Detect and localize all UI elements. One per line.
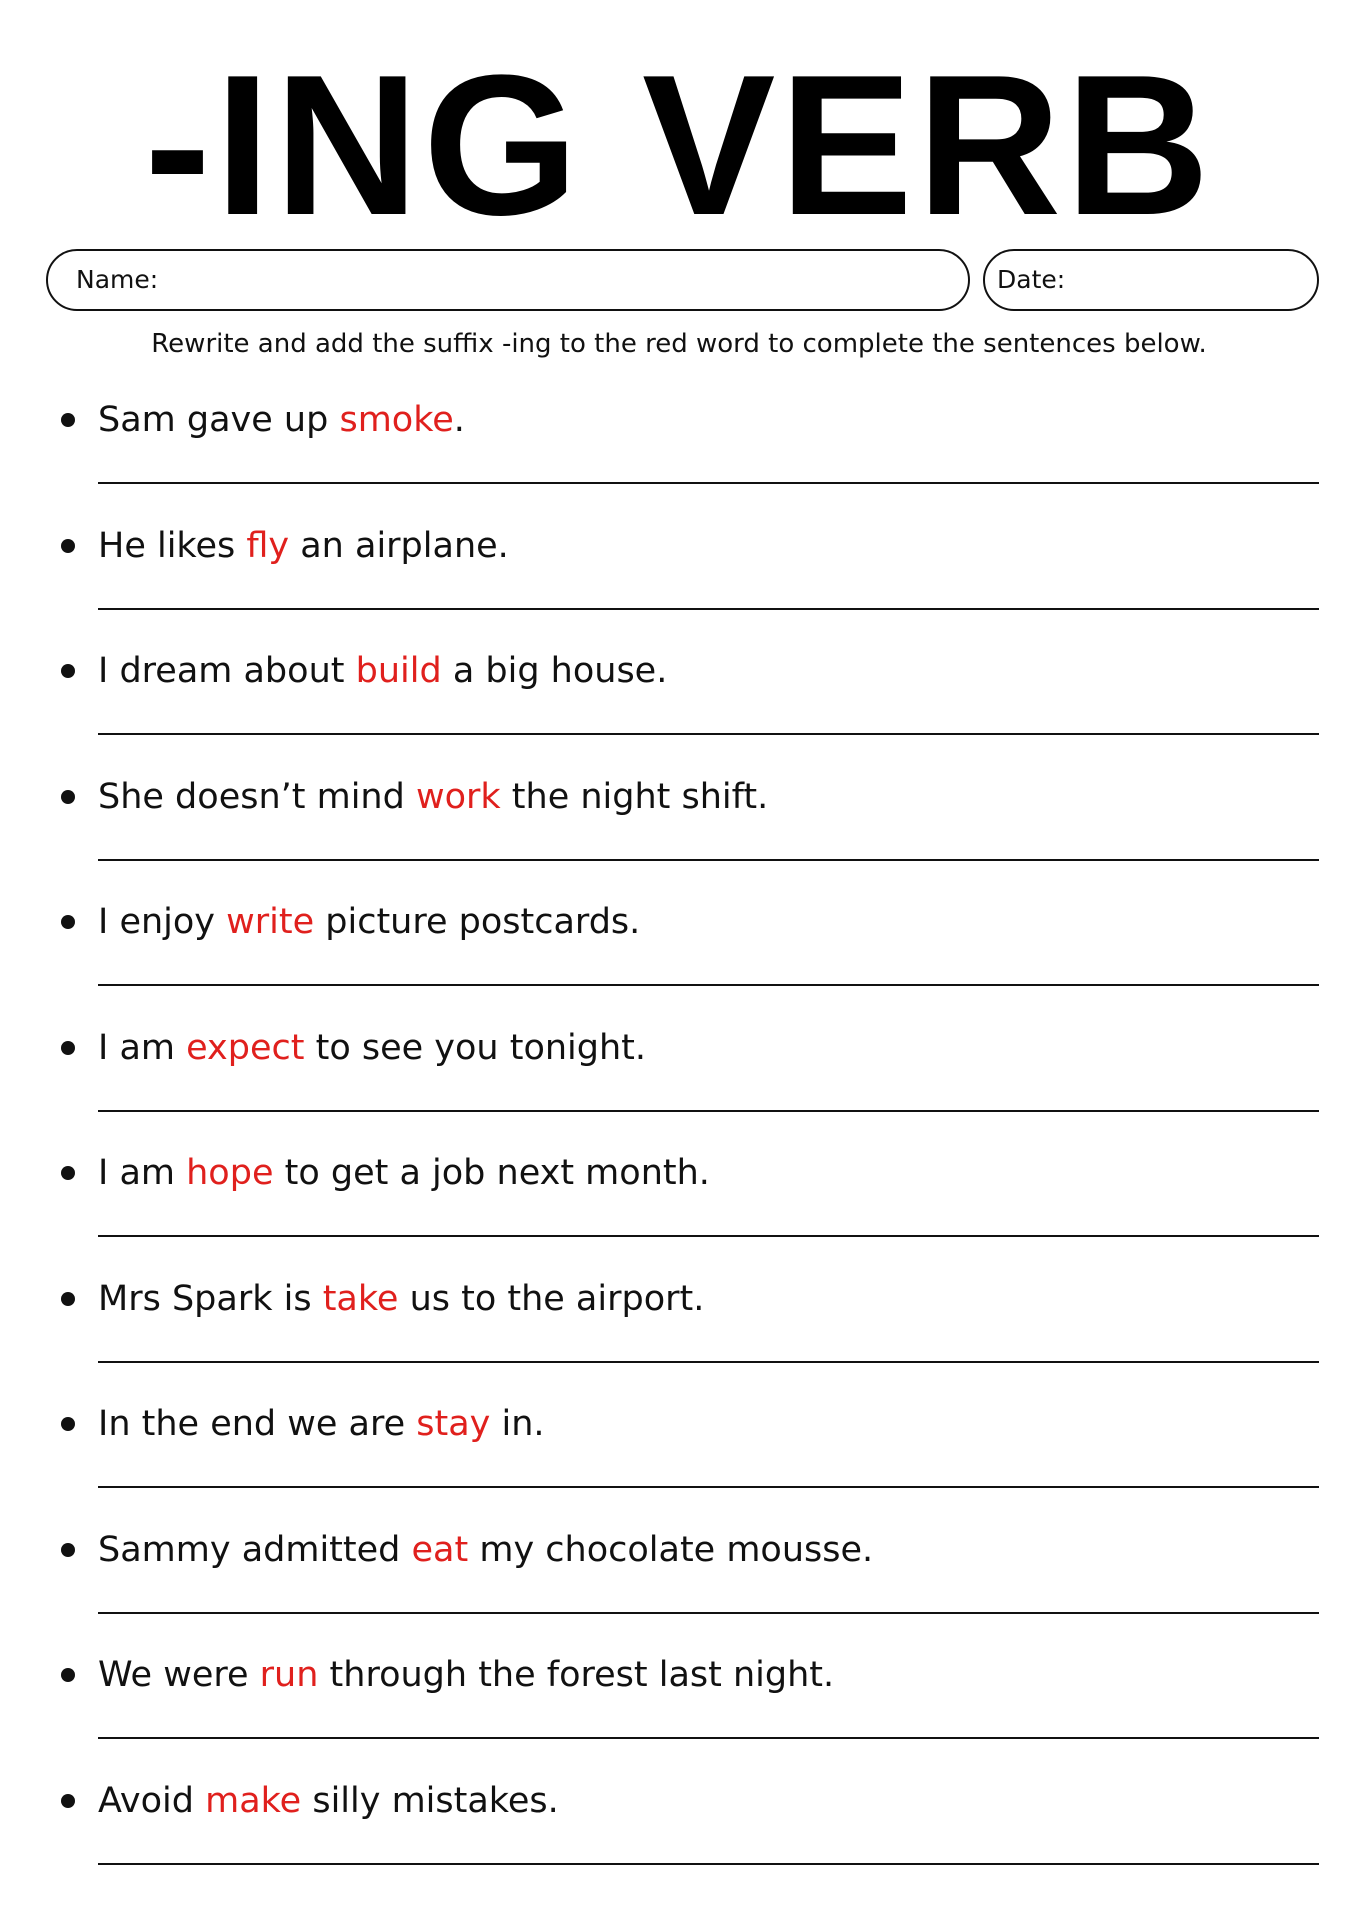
- sentence-after: to see you tonight.: [304, 1027, 647, 1068]
- answer-line[interactable]: [98, 1235, 1319, 1237]
- red-verb: smoke: [339, 400, 454, 440]
- exercise-item: [0, 892, 1358, 1017]
- sentence: [98, 1018, 646, 1078]
- sentence-after: through the forest last night.: [318, 1655, 835, 1695]
- red-verb: stay: [416, 1404, 491, 1444]
- bullet-icon: [61, 1041, 75, 1055]
- sentence: [98, 1143, 710, 1203]
- answer-line[interactable]: [98, 1863, 1319, 1865]
- sentence-before: I enjoy: [98, 902, 227, 942]
- red-verb: eat: [411, 1529, 469, 1570]
- bullet-icon: [61, 1417, 75, 1431]
- sentence-before: I am: [98, 1153, 187, 1193]
- sentence-after: .: [453, 400, 465, 440]
- exercise-item: [0, 1018, 1358, 1143]
- sentence: [98, 1394, 545, 1454]
- sentence: [98, 641, 667, 701]
- bullet-icon: [61, 664, 75, 678]
- red-verb: work: [415, 776, 501, 817]
- sentence-before: In the end we are: [98, 1404, 417, 1444]
- worksheet-title: -ING VERB: [144, 34, 1214, 257]
- bullet-icon: [61, 1166, 75, 1180]
- sentence-after: a big house.: [441, 651, 668, 691]
- sentence-after: to get a job next month.: [273, 1153, 710, 1193]
- sentence-after: my chocolate mousse.: [468, 1529, 874, 1570]
- date-label: Date:: [997, 265, 1066, 294]
- sentence-after: in.: [490, 1404, 545, 1444]
- red-verb: hope: [186, 1153, 274, 1193]
- sentence-before: We were: [98, 1655, 260, 1695]
- sentence-before: I dream about: [98, 651, 356, 691]
- red-verb: expect: [186, 1027, 305, 1068]
- sentence: [98, 767, 768, 827]
- sentence-after: picture postcards.: [314, 902, 641, 942]
- sentence-before: Sam gave up: [98, 400, 340, 440]
- red-verb: run: [259, 1655, 319, 1695]
- sentence-before: Sammy admitted: [98, 1529, 412, 1570]
- sentence-before: He likes: [98, 525, 247, 566]
- answer-line[interactable]: [98, 1486, 1319, 1488]
- exercise-item: [0, 1645, 1358, 1770]
- sentence: [98, 390, 465, 450]
- sentence: [98, 892, 640, 952]
- sentence: [98, 1520, 873, 1580]
- sentence-before: Mrs Spark is: [98, 1278, 323, 1319]
- bullet-icon: [61, 539, 75, 553]
- bullet-icon: [61, 413, 75, 427]
- exercise-item: [0, 390, 1358, 515]
- red-verb: write: [226, 902, 315, 942]
- exercise-item: [0, 1269, 1358, 1394]
- sentence-after: the night shift.: [500, 776, 769, 817]
- bullet-icon: [61, 915, 75, 929]
- name-label: Name:: [76, 265, 159, 294]
- instructions: Rewrite and add the suffix -ing to the red word to complete the sentences below.: [151, 329, 1207, 359]
- answer-line[interactable]: [98, 482, 1319, 484]
- sentence-after: us to the airport.: [398, 1278, 705, 1319]
- sentence-after: an airplane.: [289, 525, 509, 566]
- sentence-before: Avoid: [98, 1780, 206, 1821]
- answer-line[interactable]: [98, 608, 1319, 610]
- bullet-icon: [61, 790, 75, 804]
- red-verb: build: [355, 651, 442, 691]
- bullet-icon: [61, 1292, 75, 1306]
- bullet-icon: [61, 1543, 75, 1557]
- sentence-before: She doesn’t mind: [98, 776, 416, 817]
- answer-line[interactable]: [98, 1737, 1319, 1739]
- answer-line[interactable]: [98, 733, 1319, 735]
- answer-line[interactable]: [98, 1361, 1319, 1363]
- bullet-icon: [61, 1794, 75, 1808]
- sentence: [98, 1645, 834, 1705]
- exercise-item: [0, 767, 1358, 892]
- red-verb: make: [205, 1780, 302, 1821]
- red-verb: fly: [246, 525, 290, 566]
- sentence: [98, 1771, 559, 1831]
- exercise-item: [0, 1394, 1358, 1519]
- answer-line[interactable]: [98, 859, 1319, 861]
- answer-line[interactable]: [98, 1612, 1319, 1614]
- exercise-item: [0, 1520, 1358, 1645]
- sentence-after: silly mistakes.: [301, 1780, 559, 1821]
- exercise-item: [0, 1771, 1358, 1896]
- sentence: [98, 516, 509, 576]
- answer-line[interactable]: [98, 984, 1319, 986]
- exercise-item: [0, 516, 1358, 641]
- answer-line[interactable]: [98, 1110, 1319, 1112]
- sentence-before: I am: [98, 1027, 187, 1068]
- exercise-item: [0, 641, 1358, 766]
- red-verb: take: [322, 1278, 399, 1319]
- bullet-icon: [61, 1668, 75, 1682]
- sentence: [98, 1269, 704, 1329]
- exercise-item: [0, 1143, 1358, 1268]
